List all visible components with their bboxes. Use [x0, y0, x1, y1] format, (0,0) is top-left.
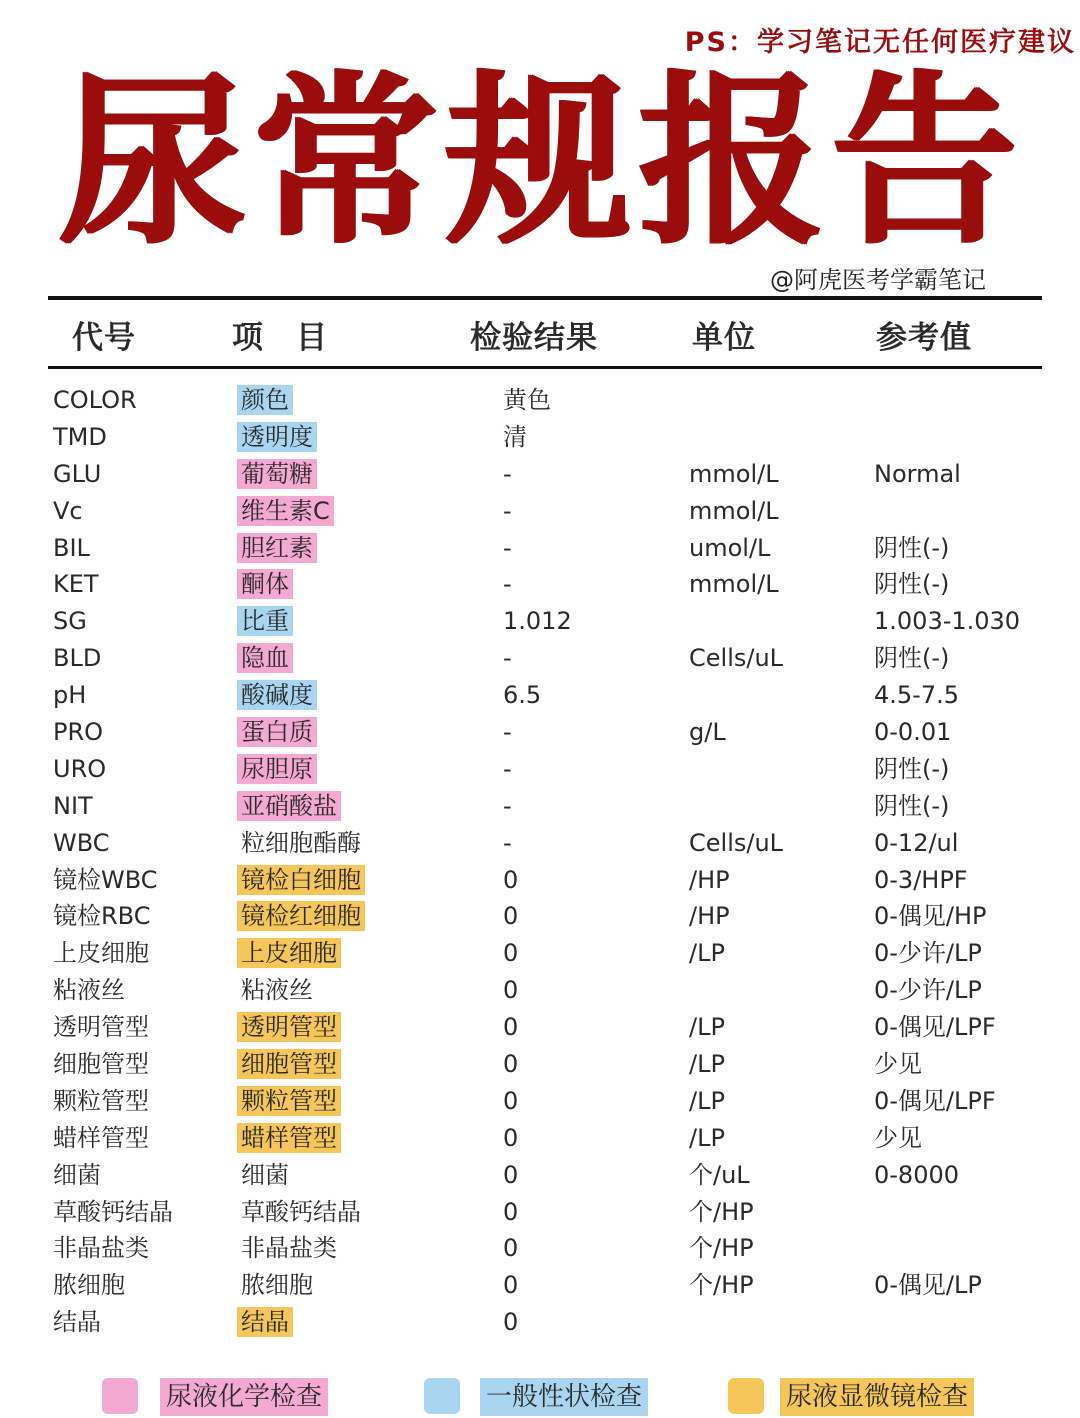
cell-code: TMD — [53, 422, 107, 451]
cell-code: 结晶 — [53, 1308, 101, 1337]
table-row — [0, 1194, 1080, 1231]
cell-ref: 0-偶见/LP — [874, 1271, 982, 1300]
table-row — [0, 935, 1080, 972]
cell-item: 镜检白细胞 — [237, 865, 365, 895]
cell-unit: /HP — [689, 902, 730, 931]
table-row — [0, 530, 1080, 567]
cell-ref: 0-偶见/HP — [874, 902, 987, 931]
cell-ref: 0-少许/LP — [874, 976, 982, 1005]
table-row — [0, 677, 1080, 714]
cell-item: 脓细胞 — [241, 1271, 313, 1300]
cell-result: - — [503, 459, 512, 488]
cell-code: 镜检RBC — [53, 902, 151, 931]
table-row — [0, 1304, 1080, 1341]
legend-swatch-micro — [728, 1378, 764, 1414]
header-result: 检验结果 — [470, 320, 598, 356]
cell-code: URO — [53, 754, 107, 783]
table-row — [0, 603, 1080, 640]
legend — [0, 1378, 1080, 1418]
cell-item: 结晶 — [237, 1307, 293, 1337]
legend-swatch-general — [424, 1378, 460, 1414]
cell-code: pH — [53, 681, 87, 710]
cell-unit: 个/HP — [689, 1197, 754, 1226]
cell-unit: mmol/L — [689, 459, 779, 488]
cell-unit: /LP — [689, 1123, 725, 1152]
cell-ref: 少见 — [874, 1123, 922, 1152]
cell-unit: /LP — [689, 1050, 725, 1079]
cell-result: 0 — [503, 939, 519, 968]
cell-unit: /LP — [689, 1013, 725, 1042]
table-row — [0, 898, 1080, 935]
cell-item: 镜检红细胞 — [237, 901, 365, 931]
cell-unit: 个/HP — [689, 1234, 754, 1263]
cell-ref: Normal — [874, 459, 961, 488]
cell-result: 0 — [503, 1308, 519, 1337]
cell-result: - — [503, 718, 512, 747]
cell-item: 隐血 — [237, 643, 293, 673]
table-row — [0, 1009, 1080, 1046]
table-row — [0, 1083, 1080, 1120]
cell-item: 蜡样管型 — [237, 1123, 341, 1153]
cell-code: 透明管型 — [53, 1013, 149, 1042]
table-row — [0, 493, 1080, 530]
page-title: 尿常规报告 — [60, 54, 1025, 270]
cell-code: BLD — [53, 644, 102, 673]
cell-item: 亚硝酸盐 — [237, 791, 341, 821]
cell-result: - — [503, 533, 512, 562]
cell-code: 非晶盐类 — [53, 1234, 149, 1263]
cell-code: PRO — [53, 718, 104, 747]
cell-result: 黄色 — [503, 386, 551, 414]
cell-unit: Cells/uL — [689, 828, 784, 857]
author-watermark: @阿虎医考学霸笔记 — [770, 266, 986, 294]
cell-item: 颗粒管型 — [237, 1086, 341, 1116]
cell-result: 清 — [503, 422, 527, 451]
cell-result: 6.5 — [503, 681, 542, 710]
cell-ref: 0-少许/LP — [874, 939, 982, 968]
table-row — [0, 751, 1080, 788]
table-row — [0, 1157, 1080, 1194]
cell-code: 颗粒管型 — [53, 1086, 149, 1115]
cell-result: 0 — [503, 1050, 519, 1079]
cell-code: COLOR — [53, 386, 137, 414]
cell-code: 蜡样管型 — [53, 1123, 149, 1152]
table-row — [0, 640, 1080, 677]
cell-item: 透明度 — [237, 422, 317, 452]
cell-code: Vc — [53, 496, 83, 525]
table-header — [0, 312, 1080, 362]
cell-item: 透明管型 — [237, 1012, 341, 1042]
table-body — [0, 382, 1080, 1341]
cell-item: 比重 — [237, 606, 293, 636]
cell-ref: 0-偶见/LPF — [874, 1086, 996, 1115]
cell-item: 葡萄糖 — [237, 459, 317, 489]
cell-unit: /LP — [689, 939, 725, 968]
cell-code: 脓细胞 — [53, 1271, 125, 1300]
cell-item: 颜色 — [237, 385, 293, 415]
cell-result: 0 — [503, 1160, 519, 1189]
cell-result: 0 — [503, 1234, 519, 1263]
table-row — [0, 1267, 1080, 1304]
cell-item: 非晶盐类 — [241, 1234, 337, 1263]
cell-item: 粘液丝 — [241, 976, 313, 1005]
table-row — [0, 1120, 1080, 1157]
cell-result: - — [503, 754, 512, 783]
legend-swatch-chem — [102, 1378, 138, 1414]
cell-code: WBC — [53, 828, 110, 857]
cell-result: 1.012 — [503, 607, 572, 636]
cell-code: 上皮细胞 — [53, 939, 149, 968]
cell-ref: 0-3/HPF — [874, 865, 968, 894]
table-row — [0, 456, 1080, 493]
cell-code: GLU — [53, 459, 102, 488]
cell-unit: 个/HP — [689, 1271, 754, 1300]
cell-unit: mmol/L — [689, 496, 779, 525]
cell-item: 草酸钙结晶 — [241, 1197, 361, 1226]
cell-ref: 少见 — [874, 1050, 922, 1079]
cell-unit: /HP — [689, 865, 730, 894]
cell-code: KET — [53, 570, 99, 599]
cell-result: - — [503, 570, 512, 599]
cell-ref: 0-12/ul — [874, 828, 959, 857]
cell-result: 0 — [503, 1013, 519, 1042]
cell-result: 0 — [503, 976, 519, 1005]
cell-item: 维生素C — [237, 496, 334, 526]
table-row — [0, 972, 1080, 1009]
table-row — [0, 714, 1080, 751]
cell-result: 0 — [503, 1086, 519, 1115]
cell-code: 粘液丝 — [53, 976, 125, 1005]
table-row — [0, 419, 1080, 456]
cell-item: 上皮细胞 — [237, 938, 341, 968]
cell-code: 镜检WBC — [53, 865, 158, 894]
header-item: 项 目 — [232, 320, 328, 356]
cell-result: 0 — [503, 902, 519, 931]
disclaimer-note: PS：学习笔记无任何医疗建议 — [684, 27, 1076, 58]
cell-result: 0 — [503, 1271, 519, 1300]
cell-item: 酸碱度 — [237, 680, 317, 710]
table-row — [0, 825, 1080, 862]
cell-unit: mmol/L — [689, 570, 779, 599]
cell-item: 粒细胞酯酶 — [241, 828, 361, 857]
cell-item: 细胞管型 — [237, 1049, 341, 1079]
table-top-rule — [48, 296, 1042, 300]
cell-ref: 1.003-1.030 — [874, 607, 1021, 636]
table-row — [0, 382, 1080, 419]
table-row — [0, 1046, 1080, 1083]
cell-ref: 0-8000 — [874, 1160, 960, 1189]
cell-ref: 0-0.01 — [874, 718, 952, 747]
cell-code: BIL — [53, 533, 90, 562]
cell-ref: 阴性(-) — [874, 644, 950, 673]
cell-unit: g/L — [689, 718, 726, 747]
legend-label-micro: 尿液显微镜检查 — [780, 1378, 974, 1416]
legend-label-chem: 尿液化学检查 — [160, 1378, 328, 1416]
cell-unit: Cells/uL — [689, 644, 784, 673]
header-ref: 参考值 — [876, 320, 972, 356]
cell-code: NIT — [53, 791, 93, 820]
cell-item: 胆红素 — [237, 533, 317, 563]
header-unit: 单位 — [692, 320, 756, 356]
cell-ref: 阴性(-) — [874, 570, 950, 599]
cell-result: 0 — [503, 865, 519, 894]
cell-code: SG — [53, 607, 87, 636]
cell-ref: 阴性(-) — [874, 754, 950, 783]
cell-item: 尿胆原 — [237, 754, 317, 784]
cell-item: 蛋白质 — [237, 717, 317, 747]
cell-result: 0 — [503, 1123, 519, 1152]
legend-label-general: 一般性状检查 — [480, 1378, 648, 1416]
cell-ref: 阴性(-) — [874, 791, 950, 820]
cell-unit: /LP — [689, 1086, 725, 1115]
table-row — [0, 566, 1080, 603]
cell-result: - — [503, 496, 512, 525]
cell-item: 酮体 — [237, 569, 293, 599]
cell-unit: umol/L — [689, 533, 771, 562]
table-row — [0, 788, 1080, 825]
cell-result: - — [503, 828, 512, 857]
cell-ref: 4.5-7.5 — [874, 681, 959, 710]
table-row — [0, 1230, 1080, 1267]
cell-result: - — [503, 791, 512, 820]
cell-result: 0 — [503, 1197, 519, 1226]
table-header-rule — [48, 366, 1042, 369]
cell-code: 草酸钙结晶 — [53, 1197, 173, 1226]
cell-item: 细菌 — [241, 1160, 289, 1189]
header-code: 代号 — [72, 320, 136, 356]
cell-code: 细菌 — [53, 1160, 101, 1189]
cell-ref: 0-偶见/LPF — [874, 1013, 996, 1042]
cell-result: - — [503, 644, 512, 673]
cell-code: 细胞管型 — [53, 1050, 149, 1079]
cell-unit: 个/uL — [689, 1160, 750, 1189]
table-row — [0, 862, 1080, 899]
cell-ref: 阴性(-) — [874, 533, 950, 562]
